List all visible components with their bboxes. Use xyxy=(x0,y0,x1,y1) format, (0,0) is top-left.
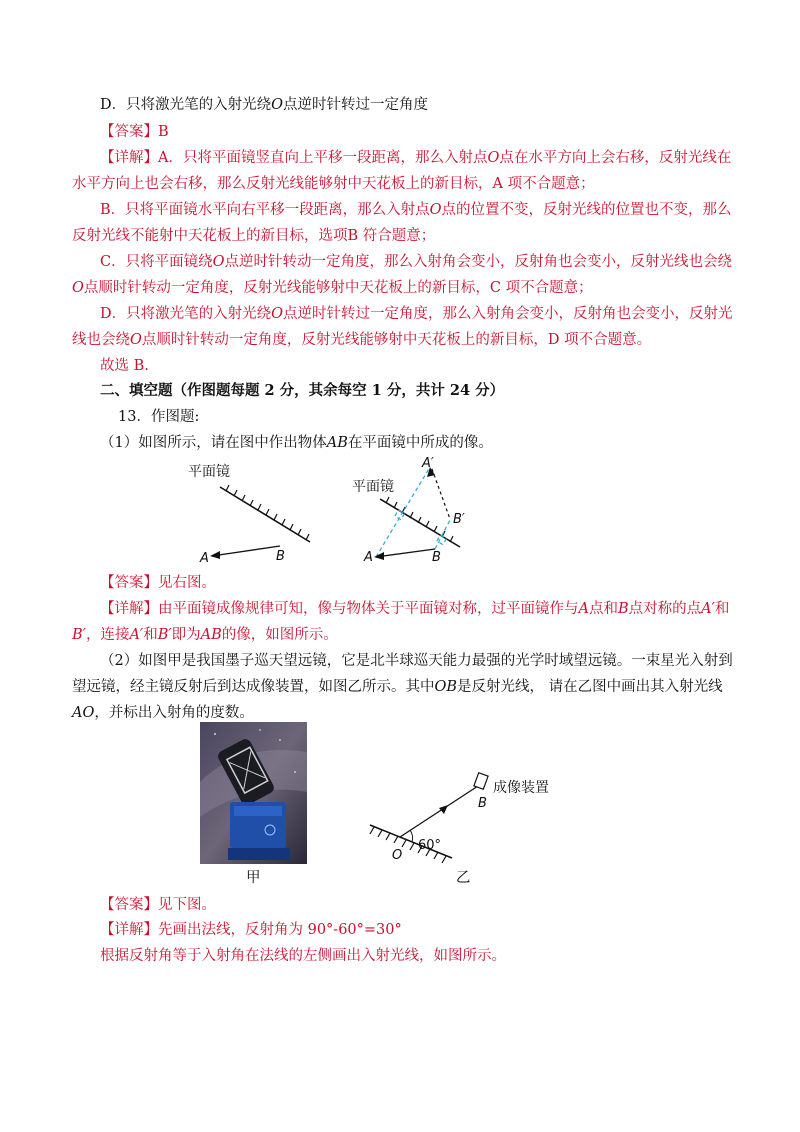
detail1-line1: 【详解】由平面镜成像规律可知，像与物体关于平面镜对称，过平面镜作与A点和B点对称的点A′和 xyxy=(100,601,730,617)
mirror-left xyxy=(220,485,310,542)
device-label: 成像装置 xyxy=(493,780,549,796)
question-13-part2-line2: 望远镜，经主镜反射后到达成像装置，如图乙所示。其中OB是反射光线， 请在乙图中画出其入射光线 xyxy=(72,679,723,695)
label-a-prime: A′ xyxy=(422,456,434,471)
reflection-diagram xyxy=(360,770,560,865)
detail-b-line1: B．只将平面镜水平向右平移一段距离，那么入射点O点的位置不变，反射光线的位置也不变，那么 xyxy=(100,202,732,218)
section-title: 二、填空题（作图题每题 2 分，其余每空 1 分，共计 24 分） xyxy=(100,382,505,399)
detail-a-line1: 【详解】A．只将平面镜竖直向上平移一段距离，那么入射点O点在水平方向上会右移，反射光线在 xyxy=(100,150,732,166)
angle-arc xyxy=(410,830,413,842)
imaging-device xyxy=(474,773,488,790)
label-b-right: B xyxy=(432,550,441,565)
detail-b-line2: 反射光线不能射中天花板上的新目标，选项B 符合题意； xyxy=(72,228,436,244)
label-b-left: B xyxy=(276,549,285,564)
detail-c-line2: O点顺时针转动一定角度，反射光线能够射中天花板上的新目标，C 项不合题意； xyxy=(72,280,593,296)
answer-line: 【答案】B xyxy=(100,124,169,140)
caption-left: 甲 xyxy=(246,870,261,886)
detail2-line1: 【详解】先画出法线，反射角为 90°-60°=30° xyxy=(100,922,402,938)
mirror-right xyxy=(380,497,460,547)
label-a-right: A xyxy=(364,550,373,565)
label-o: O xyxy=(392,848,403,863)
caption-right: 乙 xyxy=(456,870,471,886)
answer2-line: 【答案】见下图。 xyxy=(100,897,216,913)
mirror-label-left: 平面镜 xyxy=(188,464,230,480)
detail-d-line1: D．只将激光笔的入射光绕O点逆时针转过一定角度，那么入射角会变小，反射角也会变小，反射光 xyxy=(100,306,733,322)
image-line xyxy=(432,469,450,519)
detail-a-line2: 水平方向上也会右移，那么反射光线能够射中天花板上的新目标，A 项不合题意； xyxy=(72,176,595,192)
answer1-line: 【答案】见右图。 xyxy=(100,575,216,591)
detail-c-line1: C．只将平面镜绕O点逆时针转动一定角度，那么入射角会变小，反射角也会变小，反射光线也会绕 xyxy=(100,254,732,270)
label-b-prime: B′ xyxy=(453,512,465,527)
question-13-part2-line1: （2）如图甲是我国墨子巡天望远镜，它是北半球巡天能力最强的光学时域望远镜。一束星光入射到 xyxy=(100,653,733,669)
question-13-part1: （1）如图所示，请在图中作出物体AB在平面镜中所成的像。 xyxy=(100,435,493,451)
reflected-ray-ob xyxy=(400,786,478,837)
angle-label: 60° xyxy=(418,838,442,853)
telescope-mount xyxy=(228,802,290,860)
mirror-label-right: 平面镜 xyxy=(352,479,394,495)
telescope-photo xyxy=(200,722,307,864)
object-ab-left xyxy=(210,546,280,559)
question-13-number: 13．作图题: xyxy=(118,409,200,425)
detail1-line2: B′，连接A′和B′即为AB的像，如图所示。 xyxy=(72,627,338,643)
label-a-left: A xyxy=(200,551,209,566)
option-d-line: D．只将激光笔的入射光绕O点逆时针转过一定角度 xyxy=(100,97,429,113)
detail-d-line2: 线也会绕O点顺时针转动一定角度，反射光线能够射中天花板上的新目标，D 项不合题意。 xyxy=(72,332,652,348)
conclusion: 故选 B. xyxy=(100,358,149,374)
mirror-figure xyxy=(180,455,480,570)
object-ab-right xyxy=(374,549,435,560)
question-13-part2-line3: AO，并标出入射角的度数。 xyxy=(72,705,254,721)
detail2-line2: 根据反射角等于入射角在法线的左侧画出入射光线，如图所示。 xyxy=(100,948,506,964)
label-b: B xyxy=(478,796,487,811)
